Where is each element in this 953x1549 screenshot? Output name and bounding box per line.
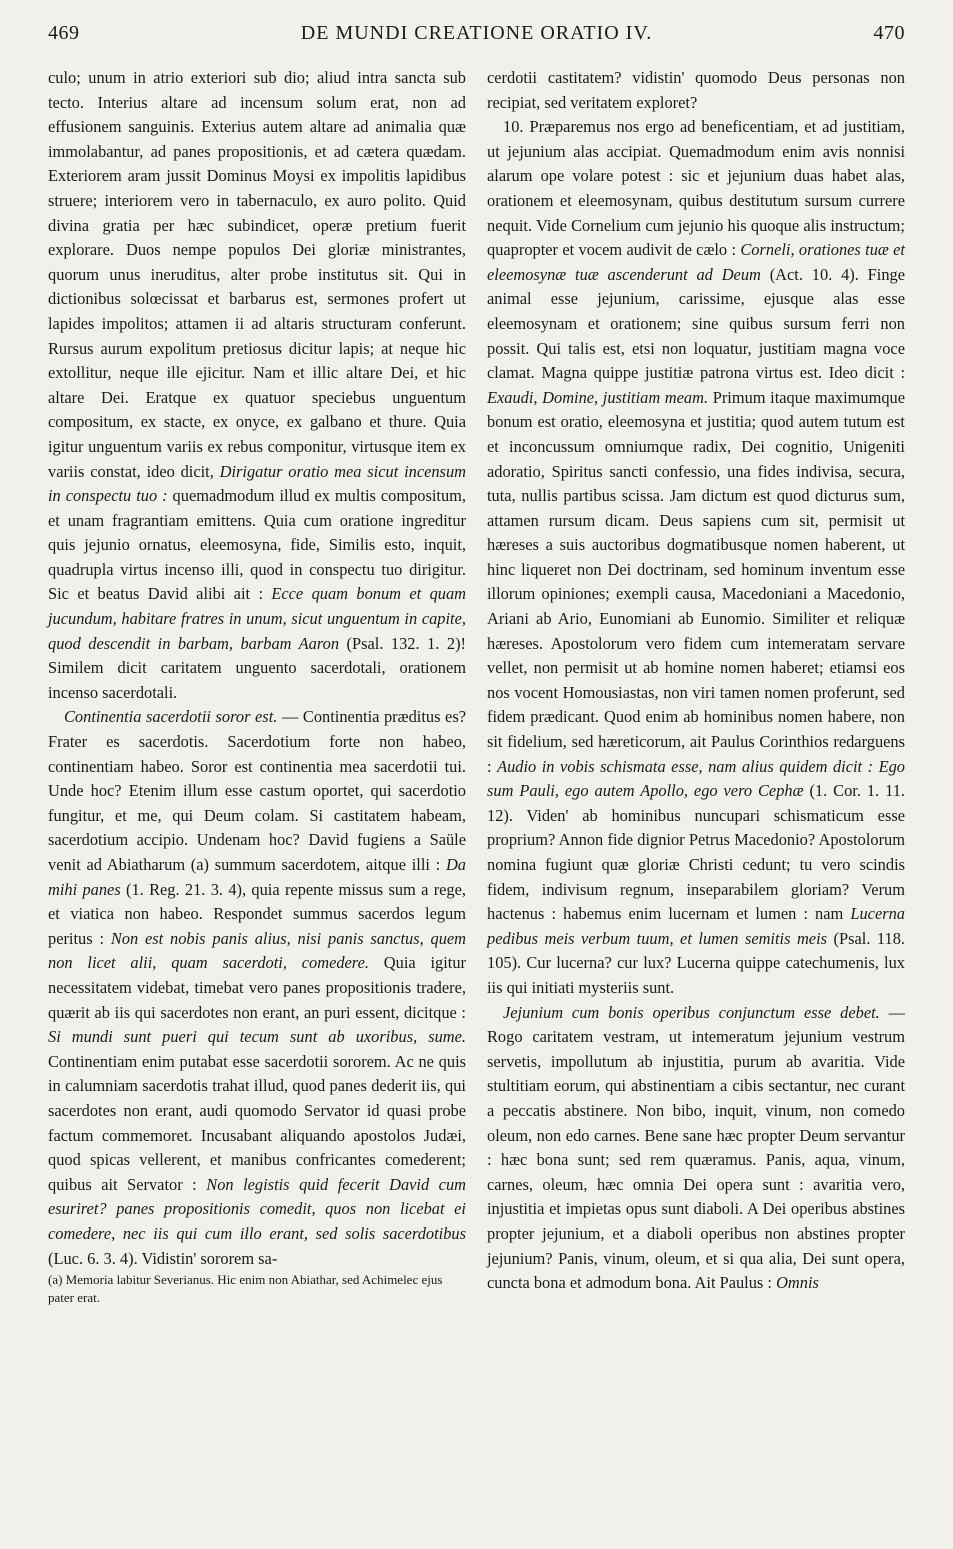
running-header	[48, 22, 905, 66]
paragraph	[48, 66, 466, 705]
section-heading: Continentia sacerdotii soror est.	[64, 707, 278, 727]
dash: —	[277, 707, 303, 727]
text-run: — Rogo caritatem vestram, ut intemeratum jejunium vestrum servetis, impollutum ab injustitia, purum ab avaritia. Vide stultitiam eorum, qui abstinentiam a cibis sectantur, nec curant a peccatis abstinere. Non bibo, inquit, vinum, non comedo oleum, non edo carnes. Bene sane hæc propter Deum servantur : hæc bona sunt; sed rem quæramus. Panis, aqua, vinum, carnes, oleum, hæc omnia Dei opera sunt : avaritia vero, injustitia et impietas opus sunt diaboli. A Dei operibus abstines propter jejunium, et a diaboli operibus non abstines propter jejunium? Panis, vinum, oleum, et si qua alia, Dei sunt opera, cuncta bona et admodum bona. Ait Paulus :	[487, 1002, 905, 1293]
quotation: Da mihi panes	[48, 855, 466, 899]
citation: (Act. 10. 4)	[769, 264, 855, 284]
left-column	[48, 66, 466, 1307]
quotation: Non est nobis panis alius, nisi panis sanctus, quem non licet alii, quam sacerdoti, comedere.	[48, 928, 467, 973]
text-run: cerdotii castitatem? vidistin' quomodo Deus personas non recipiat, sed veritatem exploret?	[487, 68, 905, 112]
text-run: Præparemus nos ergo ad beneficentiam, et ad justitiam, ut jejunium alas accipiat. Quemadmodum enim avis nonnisi alarum ope volare potest : sic et jejunium duas habet alas, orationem et eleemosynam, quibus destitutum sursum currere nequit. Vide Cornelium cum jejunio his quoque alis instructum; quapropter et vocem audivit de cælo :	[487, 117, 905, 260]
footnote: (a) Memoria labitur Severianus. Hic enim non Abiathar, sed Achimelec ejus pater erat.	[48, 1272, 443, 1306]
citation: (1. Reg. 21. 3. 4)	[126, 879, 242, 899]
text-run: . Viden' ab hominibus nuncupari schismaticum esse proprium? Annon fide dignior Petrus Macedonio? Apostolorum nomina fugiunt quæ gloriæ Christi cedunt; tu vero scindis fidem, indivisum regnum, inseparabilem gloriam? Verum hactenus : habemus enim lucernam et lumen : nam	[487, 805, 905, 924]
text-run: . Cur lucerna? cur lux? Lucerna quippe catechumenis, lux iis qui initiati mysteriis sunt.	[487, 953, 905, 997]
quotation: Si mundi sunt pueri qui tecum sunt ab uxoribus, sume.	[48, 1027, 466, 1047]
quotation: Omnis	[776, 1273, 819, 1293]
right-column	[487, 66, 905, 1307]
page-number-right: 470	[873, 22, 905, 44]
text-run: Primum itaque maximumque bonum est oratio, eleemosyna et justitia; quod autem tutum est et inconcussum omniumque radix, Dei cognitio, Unigeniti adoratio, Spiritus sancti confessio, una fides indivisa, secura, tuta, nullis partibus scissa. Jam dictum est quod dicturus sum, attamen rursum dicam. Deus sapiens cum sit, permisit ut hæreses a suis auctoribus dogmatibusque nomen haberent, ut hinc liqueret non Dei doctrinam, sed hominum inventum esse illorum opiniones; exempli causa, Macedoniani a Macedonio, Ariani ab Ario, Eunomiani ab Eunomio. Similiter et reliquæ hæreses. Apostolorum vero fidem cum intemeratam servare vellet, non permisit ut ab homine nomen haberet; etiamsi eos nos vocent Homousiastas, non viri tamen nomen proferunt, sed fidem prædicant. Quod enim ab hominibus nomen habere, non sit fidelium, sed hæreticorum, ait Paulus Corinthios redarguens :	[487, 387, 905, 776]
paragraph	[487, 66, 905, 115]
citation: (Luc. 6. 3. 4)	[48, 1248, 134, 1268]
page-number-left: 469	[48, 22, 80, 44]
text-run: Quia igitur necessitatem videbat, timebat vero panes propositionis tradere, quærit ab iis qui sacerdotes non erant, an puri essent, dicitque :	[48, 953, 466, 1022]
text-columns	[48, 66, 905, 1307]
quotation: Audio in vobis schismata esse, nam alius quidem dicit : Ego sum Pauli, ego autem Apollo, ego vero Cephæ	[487, 756, 905, 801]
citation: (1. Cor. 1. 11. 12)	[487, 781, 905, 825]
quotation: Non legistis quid fecerit David cum esuriret? panes propositionis comedit, quos non licebat ei comedere, nec iis qui cum illo erant, sed solis sacerdotibus	[48, 1174, 466, 1243]
text-run: . Finge animal esse jejunium, carissime, ejusque alas esse eleemosynam et orationem; sine quibus sursum ferri non possit. Qui talis est, etsi non loquatur, justitiam magna voce clamat. Magna quippe justitiæ patrona virtus est. Ideo dicit :	[487, 264, 905, 383]
running-title: DE MUNDI CREATIONE ORATIO IV.	[300, 22, 653, 44]
paragraph	[487, 115, 905, 1000]
paragraph	[487, 1001, 905, 1296]
text-run: ! Similem dicit caritatem unguento sacerdotali, orationem incenso sacerdotali.	[48, 633, 466, 702]
text-run: Continentia præditus es? Frater es sacerdotis. Sacerdotium forte non habeo, continentiam habeo. Soror est continentia mea sacerdotii tui. Unde hoc? Etenim illum esse castum oportet, qui sacerdotio fungitur, et me, qui Deum colam. Si castitatem habeam, sacerdotium accipio. Undenam hoc? David fugiens a Saüle venit ad Abiatharum (a) summum sacerdotem, aitque illi :	[48, 707, 466, 874]
text-run: culo; unum in atrio exteriori sub dio; aliud intra sancta sub tecto. Interius altare ad incensum solum erat, non ad effusionem sanguinis. Exterius autem altare ad animalia quæ immolabantur, ad panes propositionis, et ad cætera quædam. Exteriorem aram jussit Dominus Moysi ex impolitis lapidibus struere; interiorem vero in tabernaculo, ex auro polito. Quid divina gratia per hæc subindicet, operæ pretium fuerit explorare. Duos nempe populos Dei gloriæ ministrantes, quorum unus ineruditus, alter probe institutus sit. Qui in dictionibus solœcissat et barbarus est, sermones profert ut lapides impolitos; attamen ii ad altaris structuram conferunt. Rursus aurum expolitum pretiosus dicitur lapis; at neque hic extollitur, neque ille ejicitur. Nam et illic altare Dei, et hic altare Dei. Eratque ex quatuor speciebus unguentum compositum, ex stacte, ex onyce, ex galbano et thure. Quia igitur unguentum variis ex rebus componitur, virtusque item ex variis constat, ideo dicit,	[48, 68, 466, 481]
quotation: Corneli, orationes tuæ et eleemosynæ tuæ ascenderunt ad Deum	[487, 240, 905, 284]
quotation: Exaudi, Domine, justitiam meam.	[487, 387, 709, 407]
citation: (Psal. 118. 105)	[487, 928, 905, 973]
text-run: Continentiam enim putabat esse sacerdotii sororem. Ac ne quis in calumniam sacerdotis trahat illud, quod panes dederit iis, qui sacerdotes non erant, audi quomodo Servator id quasi probe factum commemoret. Incusabant aliquando apostolos Judæi, quod spicas vellerent, et manibus confricantes comederent; quibus ait Servator :	[48, 1051, 466, 1194]
text-run: quemadmodum illud ex multis compositum, et unam fragrantiam emittens. Quia cum oratione ingreditur quis jejunio ornatus, eleemosyna, fide, Similis esto, inquit, quadrupla virtus incenso illi, quod in conspectu tuo dirigitur. Sic et beatus David alibi ait :	[48, 486, 466, 604]
quotation: Dirigatur oratio mea sicut incensum in conspectu tuo :	[48, 461, 466, 506]
quotation: Lucerna pedibus meis verbum tuum, et lumen semitis meis	[487, 904, 905, 948]
citation: (Psal. 132. 1. 2)	[346, 633, 461, 653]
section-heading: Jejunium cum bonis operibus conjunctum esse debet.	[503, 1002, 880, 1022]
paragraph	[48, 705, 466, 1271]
quotation: Ecce quam bonum et quam jucundum, habitare fratres in unum, sicut unguentum in capite, quod descendit in barbam, barbam Aaron	[48, 584, 466, 653]
text-run: , quia repente missus sum a rege, et viatica non habeo. Respondet summus sacerdos legum peritus :	[48, 879, 466, 948]
text-run: . Vidistin' sororem sa-	[133, 1248, 278, 1268]
section-number: 10.	[503, 117, 524, 137]
